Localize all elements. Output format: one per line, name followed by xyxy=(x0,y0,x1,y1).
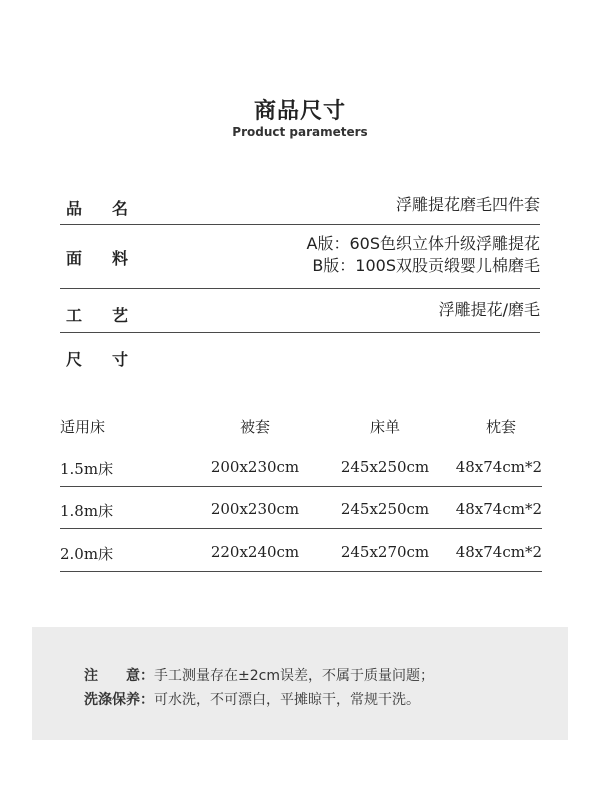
param-label-char: 寸 xyxy=(112,350,129,369)
page-title: 商品尺寸 xyxy=(253,99,346,124)
size-table-header xyxy=(60,416,542,444)
note-text: 手工测量存在±2cm误差，不属于质量问题； xyxy=(154,668,434,684)
table-row xyxy=(60,500,542,529)
table-cell: 245x250cm xyxy=(340,458,430,476)
param-label xyxy=(66,303,128,326)
param-value-line: A版：60S色织立体升级浮雕提花 xyxy=(306,234,540,253)
table-cell: 220x240cm xyxy=(210,543,300,561)
table-cell: 245x270cm xyxy=(340,543,430,561)
note-washing xyxy=(84,689,420,709)
param-label-char: 艺 xyxy=(112,306,129,325)
header-cell: 枕套 xyxy=(485,418,516,436)
header-cell: 被套 xyxy=(239,418,270,436)
note-caution xyxy=(84,665,434,685)
note-label: 注 意： xyxy=(84,668,154,684)
param-value-line: 浮雕提花磨毛四件套 xyxy=(395,195,540,214)
param-label-char: 工 xyxy=(66,306,83,325)
table-cell: 1.5m床 xyxy=(60,460,114,478)
header-cell: 适用床 xyxy=(60,418,106,436)
table-cell: 48x74cm*2 xyxy=(455,543,542,561)
table-cell: 2.0m床 xyxy=(60,545,114,563)
notes-box xyxy=(32,627,568,740)
note-label: 洗涤保养： xyxy=(84,692,154,708)
table-cell: 48x74cm*2 xyxy=(455,458,542,476)
table-cell: 48x74cm*2 xyxy=(455,500,542,518)
param-value xyxy=(396,194,540,216)
table-cell: 200x230cm xyxy=(210,500,300,518)
param-row-fabric xyxy=(60,224,540,289)
param-label xyxy=(66,347,128,370)
param-row-size xyxy=(60,332,540,376)
param-label-char: 品 xyxy=(66,199,83,218)
table-row xyxy=(60,458,542,487)
param-label-char: 尺 xyxy=(66,350,83,369)
table-row xyxy=(60,543,542,572)
page-subtitle: Product parameters xyxy=(232,125,368,139)
param-label-char: 料 xyxy=(112,249,129,268)
param-label xyxy=(66,246,128,269)
table-cell: 245x250cm xyxy=(340,500,430,518)
param-label-char: 名 xyxy=(112,199,129,218)
param-row-name xyxy=(60,190,540,225)
header-cell: 床单 xyxy=(369,418,400,436)
table-cell: 200x230cm xyxy=(210,458,300,476)
table-cell: 1.8m床 xyxy=(60,502,114,520)
param-value-line: 浮雕提花/磨毛 xyxy=(438,300,540,319)
param-value xyxy=(307,233,540,277)
param-row-craft xyxy=(60,288,540,333)
param-value-line: B版：100S双股贡缎婴儿棉磨毛 xyxy=(312,256,540,275)
param-label xyxy=(66,196,128,219)
param-value xyxy=(439,299,540,321)
note-text: 可水洗，不可漂白，平摊晾干，常规干洗。 xyxy=(154,692,420,708)
param-label-char: 面 xyxy=(66,249,83,268)
